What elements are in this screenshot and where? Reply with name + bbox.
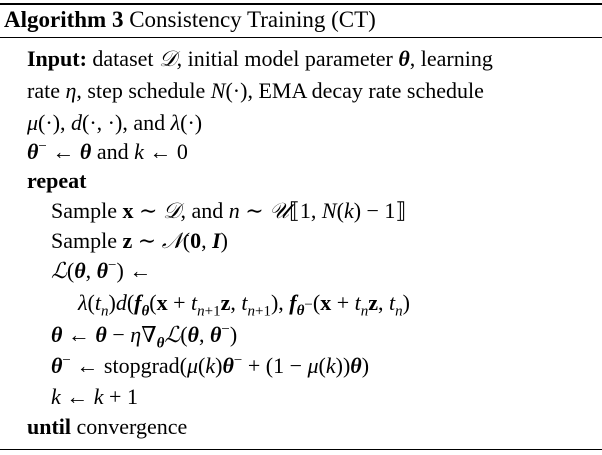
input-line: Input: dataset 𝒟, initial model parameter θ, learning [27, 46, 493, 72]
until-condition: convergence [76, 414, 188, 439]
algorithm-title: Consistency Training (CT) [129, 7, 376, 32]
middle-rule [0, 37, 602, 38]
input-line-continued-1: rate η, step schedule N(·), EMA decay rate schedule [27, 78, 484, 103]
update-theta-line: θ ← $\theta - \eta\nabla_\theta ℒ(\theta$, θ−) [51, 321, 238, 352]
sample-n-line: Sample x ∼ 𝒟, and n ∼ 𝒰⟦1, N(k) − 1⟧ [51, 198, 407, 224]
sample-z-line: Sample z ∼ 𝒩(0, I) [51, 228, 228, 254]
loss-body-line: $\lambda(t_n)d(f_\theta(x + t_{n+1}z$, $t_{n+1}$), $f_{\theta^-}(x + t_nz$, $t_n$) [78, 290, 410, 320]
update-ema-line: θ− ← stopgrad(μ(k)θ− + (1 − μ(k))θ) [51, 352, 370, 378]
stopgrad-operator: stopgrad [103, 353, 180, 378]
until-keyword: until [27, 414, 72, 439]
loss-head-line: ℒ(θ, θ−) ← [51, 257, 152, 284]
until-line [27, 414, 187, 440]
input-line-continued-2: μ(·), d(·, ·), and λ(·) [27, 110, 203, 135]
init-line: θ− ← θ and k ← 0 [27, 138, 188, 164]
algorithm-label: Algorithm 3 [4, 7, 124, 32]
input-keyword: Input: [27, 46, 87, 71]
bottom-rule [0, 449, 602, 450]
repeat-keyword: repeat [27, 168, 87, 193]
increment-line: k ← k + 1 [51, 384, 138, 409]
top-rule [0, 3, 602, 5]
algorithm-caption [4, 6, 376, 34]
